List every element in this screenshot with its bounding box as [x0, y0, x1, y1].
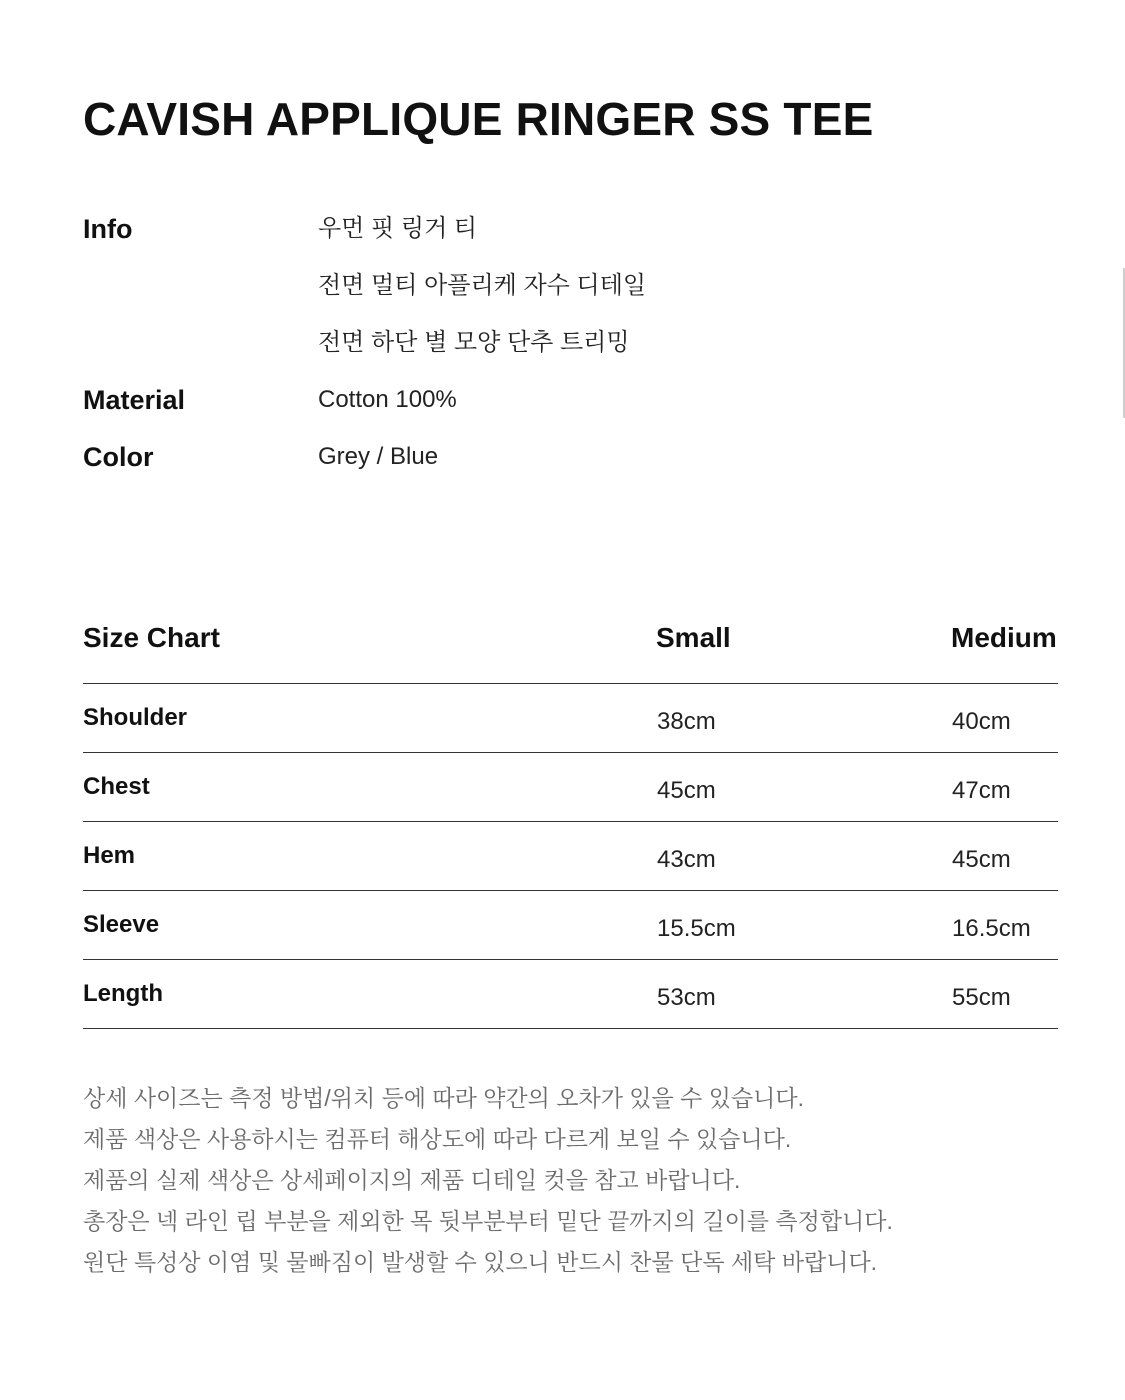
cell-medium: 55cm — [952, 984, 1011, 1011]
table-row-shoulder — [83, 684, 1058, 753]
table-row-chest — [83, 753, 1058, 822]
info-value: 우먼 핏 링거 티 — [318, 215, 478, 242]
cell-medium: 40cm — [952, 708, 1011, 735]
info-value: 전면 하단 별 모양 단추 트리밍 — [318, 329, 630, 356]
table-row-hem — [83, 822, 1058, 891]
cell-small: 15.5cm — [657, 915, 736, 942]
note-line: 원단 특성상 이염 및 물빠짐이 발생할 수 있으니 반드시 찬물 단독 세탁 바랍니다. — [83, 1249, 878, 1275]
column-header-medium: Medium — [951, 622, 1057, 653]
color-label: Color — [83, 442, 154, 472]
cell-medium: 16.5cm — [952, 915, 1031, 942]
cell-small: 38cm — [657, 708, 716, 735]
cell-small: 43cm — [657, 846, 716, 873]
cell-medium: 47cm — [952, 777, 1011, 804]
info-label: Info — [83, 214, 133, 244]
row-label: Length — [83, 980, 163, 1007]
row-label: Sleeve — [83, 911, 160, 938]
cell-small: 45cm — [657, 777, 716, 804]
material-value: Cotton 100% — [318, 386, 457, 413]
note-line: 제품 색상은 사용하시는 컴퓨터 해상도에 따라 다르게 보일 수 있습니다. — [83, 1126, 792, 1152]
note-line: 총장은 넥 라인 립 부분을 제외한 목 뒷부분부터 밑단 끝까지의 길이를 측정합니다. — [83, 1208, 893, 1234]
size-chart-table — [83, 610, 1058, 1029]
table-row-length — [83, 960, 1058, 1029]
color-value: Grey / Blue — [318, 443, 439, 470]
info-row-color — [83, 433, 783, 490]
product-info-section — [83, 205, 783, 490]
size-chart-header — [83, 610, 1058, 684]
size-notes — [83, 1080, 1043, 1285]
row-label: Hem — [83, 842, 136, 869]
info-value: 전면 멀티 아플리케 자수 디테일 — [318, 272, 647, 299]
note-line: 상세 사이즈는 측정 방법/위치 등에 따라 약간의 오차가 있을 수 있습니다. — [83, 1085, 805, 1111]
info-row-info — [83, 205, 783, 376]
product-title: CAVISH APPLIQUE RINGER SS TEE — [83, 93, 874, 145]
column-header-small: Small — [656, 622, 731, 653]
material-label: Material — [83, 385, 186, 415]
table-row-sleeve — [83, 891, 1058, 960]
row-label: Chest — [83, 773, 150, 800]
row-label: Shoulder — [83, 704, 188, 731]
info-row-material — [83, 376, 783, 433]
cell-small: 53cm — [657, 984, 716, 1011]
cell-medium: 45cm — [952, 846, 1011, 873]
note-line: 제품의 실제 색상은 상세페이지의 제품 디테일 컷을 참고 바랍니다. — [83, 1167, 741, 1193]
size-chart-title: Size Chart — [83, 622, 220, 653]
